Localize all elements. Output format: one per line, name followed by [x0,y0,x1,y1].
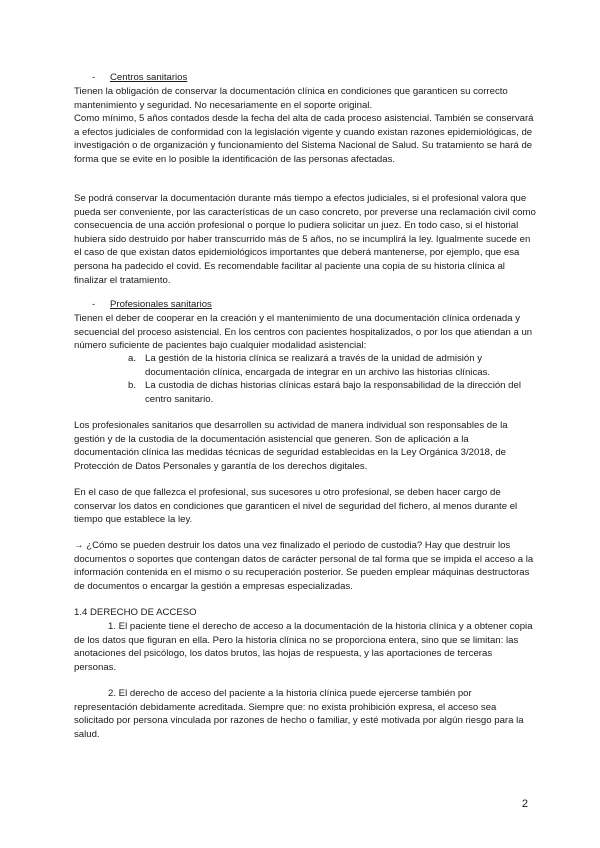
centros-paragraph-3: Se podrá conservar la documentación durante más tiempo a efectos judiciales, si el profesional valora que pueda ser conveniente, por las características de un caso concreto, por preverse una reclamación civil como consecuencia de una acción profesional o porque lo pudiera solicitar un juez. En todo caso, si el historial hubiera sido destruido por haber transcurrido más de 5 años, no se incumplirá la ley. Igualmente sucede en el caso de que existan datos epidemiológicos importantes que deberá mantenerse, por ejemplo, que esa persona ha padecido el covid. Es recomendable facilitar al paciente una copia de su historia clínica al finalizar el tratamiento. [74,193,536,286]
profesionales-paragraph-2: Los profesionales sanitarios que desarrollen su actividad de manera individual son responsables de la gestión y de la custodia de la documentación asistencial que generen. Son de aplicación a la documentación clínica las medidas técnicas de seguridad establecidas en la Ley Orgánica 3/2018, de Protección de Datos Personales y garantía de los derechos digitales. [74,420,508,472]
destruccion-paragraph: → ¿Cómo se pueden destruir los datos una vez finalizado el periodo de custodia? Hay que destruir los documentos o soportes que contengan datos de carácter personal de tal forma que se impida el acceso a la información contenida en el mismo o su recuperación posterior. Se pueden emplear máquinas destructoras de documentos o encargar la gestión a empresas especializadas. [74,540,534,592]
bullet-dash: - [92,72,96,83]
section-heading-derecho-acceso: 1.4 DERECHO DE ACCESO [74,607,197,618]
acceso-paragraph-2: 2. El derecho de acceso del paciente a la historia clínica puede ejercerse también por representación debidamente acreditada. Siempre que: no exista prohibición expresa, el acceso sea solicitado por persona vinculada por razones de hecho o familiar, y esté motivada por algún riesgo para la salud. [74,688,524,740]
bullet-dash: - [92,299,96,310]
document-page: - Centros sanitarios Tienen la obligación de conservar la documentación clínica en condiciones que garanticen su correcto mantenimiento y seguridad. No necesariamente en el soporte original. Como mínimo, 5 años contados desde la fecha del alta de cada proceso asistencial. También se conservará a efectos judiciales de conformidad con la legislación vigente y cuando existan razones epidemiológicas, de investigación o de organización y funcionamiento del Sistema Nacional de Salud. Su tratamiento se hará de forma que se evite en lo posible la identificación de las personas afectadas. Se podrá conservar la documentación durante más tiempo a efectos judiciales, si el profesional valora que pueda ser conveniente, por las características de un caso concreto, por preverse una reclamación civil como consecuencia de una acción profesional o porque lo pudiera solicitar un juez. En todo caso, si el historial hubiera sido destruido por haber transcurrido más de 5 años, no se incumplirá la ley. Igualmente sucede en el caso de que existan datos epidemiológicos importantes que deberá mantenerse, por ejemplo, que esa persona ha padecido el covid. Es recomendable facilitar al paciente una copia de su historia clínica al finalizar el tratamiento. - Profesionales sanitarios Tienen el deber de cooperar en la creación y el mantenimiento de una documentación clínica ordenada y secuencial del proceso asistencial. En los centros con pacientes hospitalizados, o por los que atiendan a un número suficiente de pacientes bajo cualquier modalidad asistencial: a. La gestión de la historia clínica se realizará a través de la unidad de admisión y documentación clínica, encargada de integrar en un archivo las historias clínicas. b. La custodia de dichas historias clínicas estará bajo la responsabilidad de la dirección del centro sanitario. Los profesionales sanitarios que desarrollen su actividad de manera individual son responsables de la gestión y de la custodia de la documentación asistencial que generen. Son de aplicación a la documentación clínica las medidas técnicas de seguridad establecidas en la Ley Orgánica 3/2018, de Protección de Datos Personales y garantía de los derechos digitales. En el caso de que fallezca el profesional, sus sucesores u otro profesional, se deben hacer cargo de conservar los datos en condiciones que garanticen el nivel de seguridad del fichero, al menos durante el tiempo que establece la ley. → ¿Cómo se pueden destruir los datos una vez finalizado el periodo de custodia? Hay que destruir los documentos o soportes que contengan datos de carácter personal de tal forma que se impida el acceso a la información contenida en el mismo o su recuperación posterior. Se pueden emplear máquinas destructoras de documentos o encargar la gestión a empresas especializadas. 1.4 DERECHO DE ACCESO 1. El paciente tiene el derecho de acceso a la documentación de la historia clínica y a obtener copia de los datos que figuran en ella. Pero la historia clínica no se proporciona entera, sino que se limitan: las anotaciones del psicólogo, los datos brutos, las hojas de respuesta, y las aportaciones de terceras personas. 2. El derecho de acceso del paciente a la historia clínica puede ejercerse también por representación debidamente acreditada. Siempre que: no exista prohibición expresa, el acceso sea solicitado por persona vinculada por razones de hecho o familiar, y esté motivada por algún riesgo para la salud. 2 [74,72,536,810]
centros-paragraph-2: Como mínimo, 5 años contados desde la fecha del alta de cada proceso asistencial. También se conservará a efectos judiciales de conformidad con la legislación vigente y cuando existan razones epidemiológicas, de investigación o de organización y funcionamiento del Sistema Nacional de Salud. Su tratamiento se hará de forma que se evite en lo posible la identificación de las personas afectadas. [74,113,534,165]
profesionales-paragraph-3: En el caso de que fallezca el profesional, sus sucesores u otro profesional, se deben hacer cargo de conservar los datos en condiciones que garanticen el nivel de seguridad del fichero, al menos durante el tiempo que establece la ley. [74,487,518,526]
acceso-paragraph-1: 1. El paciente tiene el derecho de acceso a la documentación de la historia clínica y a obtener copia de los datos que figuran en ella. Pero la historia clínica no se proporciona entera, sino que se limitan: las anotaciones del psicólogo, los datos brutos, las hojas de respuesta, y las aportaciones de terceras personas. [74,621,533,673]
profesionales-title: Profesionales sanitarios [110,299,212,310]
centros-paragraph-1: Tienen la obligación de conservar la documentación clínica en condiciones que garanticen su correcto mantenimiento y seguridad. No necesariamente en el soporte original. [74,86,508,111]
centros-title: Centros sanitarios [110,72,188,83]
profesionales-paragraph-1: Tienen el deber de cooperar en la creación y el mantenimiento de una documentación clínica ordenada y secuencial del proceso asistencial. En los centros con pacientes hospitalizados, o por los que atiendan a un número suficiente de pacientes bajo cualquier modalidad asistencial: [74,313,533,352]
page-number: 2 [521,798,528,810]
